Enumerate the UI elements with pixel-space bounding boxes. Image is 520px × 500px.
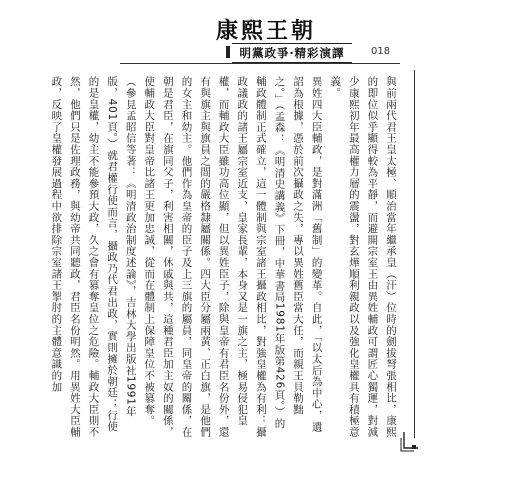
corner-ornament-icon [398, 432, 420, 454]
subtitle-banner [232, 43, 352, 63]
page-number: 018 [371, 46, 391, 57]
vertical-text-columns [50, 76, 400, 438]
body-paragraph-1: 與前兩代君王皇太極、順治當年繼承皇（汗）位時的劍拔弩張相比，康熙的即位似乎顯得較為平靜，而避開宗室王由異姓輔政可謂匠心獨運，對減少康熙初年最高權力層的震盪，對玄燁順利親政以及強化皇權具有積極意義。 [329, 76, 397, 438]
subtitle: 明黨政爭‧精彩演譯 [239, 46, 345, 60]
body-paragraph-2: 異姓四大臣輔政，是對滿洲「舊制」的變革。自此，「以太后為中心，遺詔為根據，憑於前次攝政之失，專以異姓舊臣當大任，而親王貝勒黜之。」（孟森：《明清史講義》下冊，中華書局1981年版第426頁。）的輔政體制正式確立，這一體制與宗室諸王攝政相比，對強皇權為有利：攝政議政的諸王屬宗室近支、皇家長輩，本身又是一旗之主，極易侵犯皇權，而輔政大臣雖功高位顯，但以異姓臣子，除與皇帝有君臣名份外，還有與旗主與旗員之間的嚴格隸屬關係。四大臣分屬兩黃、正白旗，是他們的女主和幼主。他們作為皇帝的臣子及上三旗的屬員，同皇帝的關係，在朝是君臣，在旗同父子，利害相關，休戚與共，這種君臣加主奴的關係，使輔政大臣對皇帝比諸王更加忠誠，從而在體制上保障皇位不被篡奪。（參見孟昭信等著：《明清政治制度述論》，吉林大學出版社1991年版，401頁。）就君權行使而言，攝政乃代君出政，實則擁於朝廷；行使的是皇權，幼主不能參預大政，久之會有篡奪皇位之危險。輔政大臣則不然，他們只是佐理政務，與幼帝共同聽政，君臣名份明然。用異姓大臣輔政，反映了皇權發展過程中欲排除宗室諸王掣肘的主體意識的加 [50, 76, 323, 438]
page-frame-line [404, 70, 415, 438]
header-divider [120, 63, 400, 64]
body-text-block [50, 76, 400, 438]
book-title: 康熙王朝 [215, 19, 316, 44]
